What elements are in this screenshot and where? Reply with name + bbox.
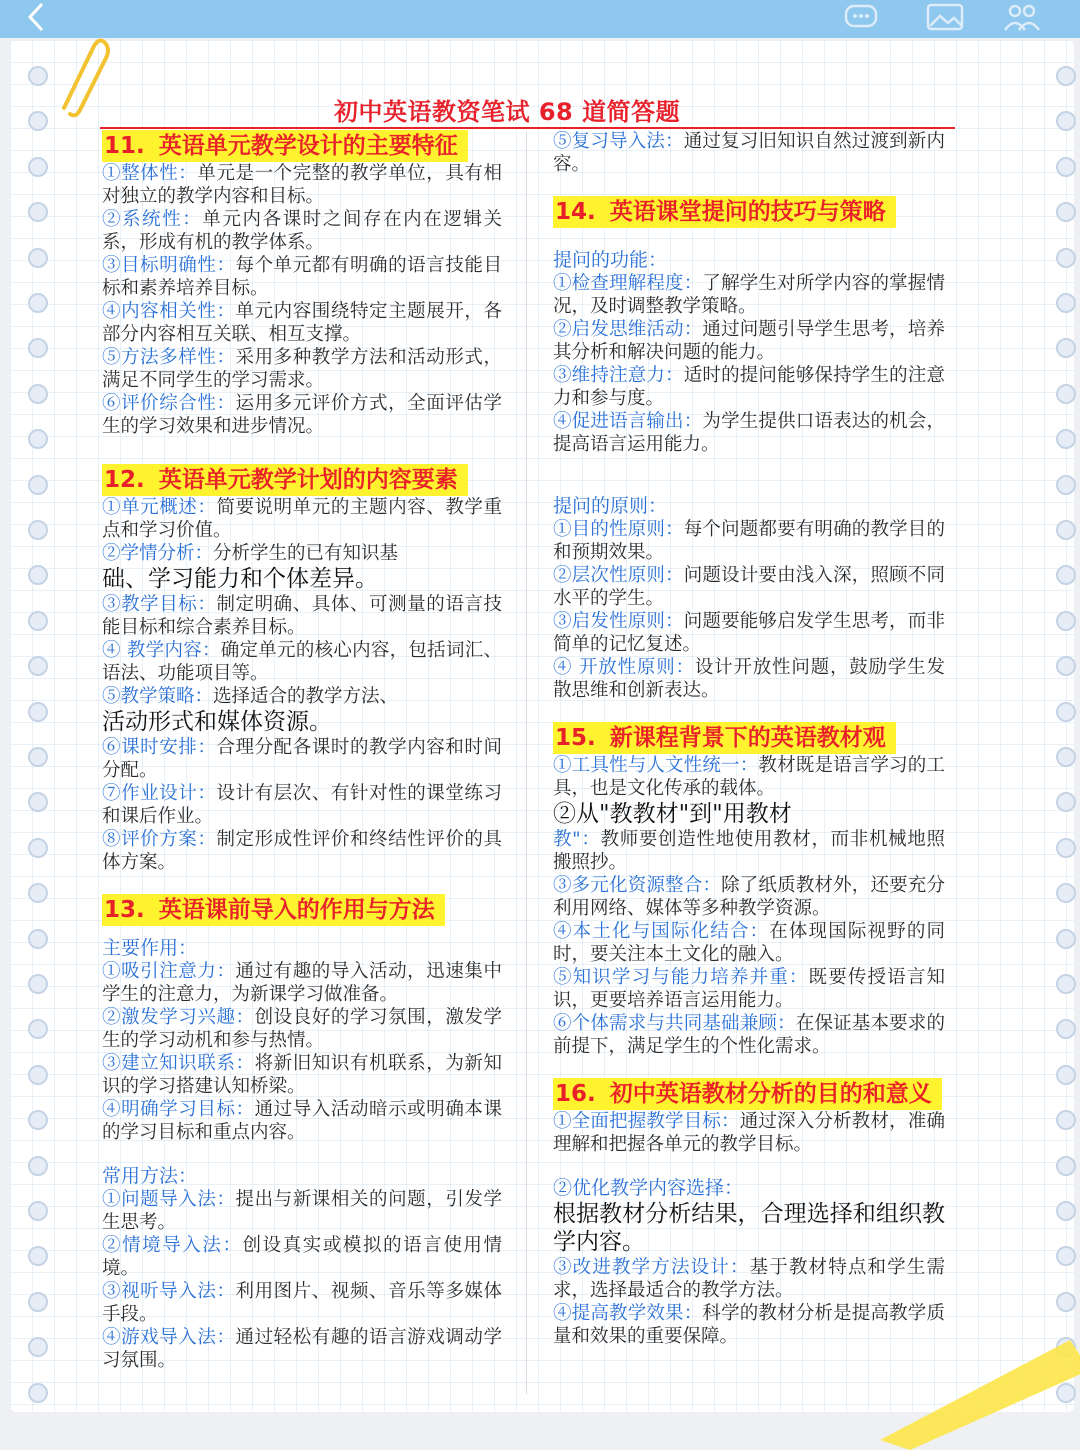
list-item [553,1110,945,1156]
item-label: ③多元化资源整合： [553,875,722,896]
comment-icon[interactable] [842,2,886,32]
section-14-principles [553,518,945,702]
item-text: 创设真实或模拟的语言使用情境。 [102,1235,502,1279]
item-text: 采用多种教学方法和活动形式，满足不同学生的学习需求。 [102,347,502,391]
binder-ring [28,157,48,177]
top-bar [0,0,1080,38]
binder-ring [28,293,48,313]
item-text: 通过有趣的导入活动，迅速集中学生的注意力，为新课学习做准备。 [102,961,502,1005]
item-label: ②激发学习兴趣： [102,1007,255,1028]
binder-ring [28,1065,48,1085]
binder-ring [1056,1156,1076,1176]
item-label: ⑦作业设计： [102,783,217,804]
list-item [102,1280,502,1326]
list-item [102,1234,502,1280]
item-text: 了解学生对所学内容的掌握情况，及时调整教学策略。 [553,273,945,317]
binder-ring [28,520,48,540]
item-label: ⑥评价综合性： [102,393,236,414]
item-label: ③视听导入法： [102,1281,236,1302]
item-text: 在保证基本要求的前提下，满足学生的个性化需求。 [553,1013,945,1057]
list-item [553,1012,945,1058]
binder-ring [28,1156,48,1176]
item-label: 教"： [553,829,601,850]
item-label: ①单元概述： [102,497,217,518]
list-item [553,874,945,920]
section-12-items [102,496,502,874]
item-label: ④ 开放性原则： [553,657,695,678]
item-label: ③目标明确性： [102,255,236,276]
section-heading-12: 12. 英语单元教学计划的内容要素 [102,464,468,496]
section-heading-13: 13. 英语课前导入的作用与方法 [102,894,445,926]
item-label: ③维持注意力： [553,365,684,386]
binder-ring [1056,1201,1076,1221]
item-text: 在体现国际视野的同时，要关注本土文化的融入。 [553,921,945,965]
item-text: 确定单元的核心内容，包括词汇、语法、功能项目等。 [102,640,502,684]
binder-ring [1056,747,1076,767]
tape-decoration [870,1340,1080,1450]
section-16-items [553,1110,945,1156]
list-item [102,782,502,828]
binder-ring [28,702,48,722]
item-text: 制定明确、具体、可测量的语言技能目标和综合素养目标。 [102,594,502,638]
binder-ring [1056,520,1076,540]
item-text: 运用多元评价方式，全面评估学生的学习效果和进步情况。 [102,393,502,437]
item-emphasis: ②从"教教材"到"用教材 [553,801,792,827]
binder-ring [1056,838,1076,858]
paperclip-icon [44,38,114,118]
section-heading-16: 16. 初中英语教材分析的目的和意义 [553,1078,942,1110]
item-emphasis: 础、学习能力和个体差异。 [102,566,378,592]
item-label: ⑤方法多样性： [102,347,236,368]
item-label: ②启发思维活动： [553,319,703,340]
binder-ring [28,1292,48,1312]
binder-ring [1056,702,1076,722]
item-text: 问题要能够启发学生思考，而非简单的记忆复述。 [553,611,945,655]
binder-ring [28,475,48,495]
list-item [102,542,502,593]
binder-ring [28,248,48,268]
list-item [102,496,502,542]
list-item [102,162,502,208]
binder-ring [28,929,48,949]
item-text: 单元内各课时之间存在内在逻辑关系，形成有机的教学体系。 [102,209,502,253]
binder-ring [1056,66,1076,86]
binder-ring [28,611,48,631]
list-item [553,754,945,800]
binder-ring [28,838,48,858]
item-label: ④促进语言输出： [553,411,703,432]
item-text: 教材既是语言学习的工具，也是文化传承的载体。 [553,755,945,799]
item-text: 制定形成性评价和终结性评价的具体方案。 [102,829,502,873]
section-11-items [102,162,502,438]
list-item [553,410,945,456]
binder-ring [1056,1065,1076,1085]
list-item [553,656,945,702]
list-item [553,272,945,318]
item-label: ①目的性原则： [553,519,684,540]
subheading-optimize-content: ②优化教学内容选择： [553,1177,744,1199]
list-item [102,254,502,300]
list-item [102,736,502,782]
list-item [102,593,502,639]
item-emphasis: 活动形式和媒体资源。 [102,709,332,735]
list-item: 根据教材分析结果，合理选择和组织教学内容。 [553,1201,945,1255]
section-13-methods [102,1188,502,1372]
item-label: ①吸引注意力： [102,961,236,982]
item-text: 利用图片、视频、音乐等多媒体手段。 [102,1281,502,1325]
item-text: 简要说明单元的主题内容、教学重点和学习价值。 [102,497,502,541]
item-text: 为学生提供口语表达的机会，提高语言运用能力。 [553,411,945,455]
binder-ring [1056,974,1076,994]
item-label: ④内容相关性： [102,301,236,322]
item-text: 既要传授语言知识，更要培养语言运用能力。 [553,967,945,1011]
list-item [102,1098,502,1144]
item-label: ①检查理解程度： [553,273,703,294]
item-label: ③建立知识联系： [102,1053,255,1074]
list-item [553,518,945,564]
title-underline [100,127,955,129]
people-icon[interactable] [1000,2,1044,32]
item-label: ②学情分析： [102,543,214,564]
item-label: ①整体性： [102,163,198,184]
item-label: ②层次性原则： [553,565,684,586]
item-label: ①问题导入法： [102,1189,236,1210]
binder-ring [1056,475,1076,495]
section-15-items [553,754,945,1058]
item-label: ⑤教学策略： [102,686,214,707]
item-label: ③改进教学方法设计： [553,1257,750,1278]
item-text: 教师要创造性地使用教材，而非机械地照搬照抄。 [553,829,945,873]
list-item [102,346,502,392]
item-text: 问题设计要由浅入深，照顾不同水平的学生。 [553,565,945,609]
list-item [102,685,502,736]
section-heading-14: 14. 英语课堂提问的技巧与策略 [553,196,896,228]
item-label: ④提高教学效果： [553,1303,703,1324]
list-item [553,318,945,364]
item-label: ③启发性原则： [553,611,684,632]
list-item [102,208,502,254]
subheading-question-principles: 提问的原则： [553,495,668,517]
item-text: 提出与新课相关的问题，引发学生思考。 [102,1189,502,1233]
item-text: 合理分配各课时的教学内容和时间分配。 [102,737,502,781]
binder-ring [28,1201,48,1221]
list-item [553,920,945,966]
list-item [553,1256,945,1302]
list-item [553,800,945,874]
item-text: 分析学生的已有知识基 [213,543,399,564]
item-text: 科学的教材分析是提高教学质量和效果的重要保障。 [553,1303,945,1347]
item-text: 通过问题引导学生思考，培养其分析和解决问题的能力。 [553,319,945,363]
binder-ring [28,974,48,994]
item-text: 将新旧知识有机联系，为新知识的学习搭建认知桥梁。 [102,1053,502,1097]
left-column [102,130,502,1372]
list-item [102,1052,502,1098]
subheading-question-functions: 提问的功能： [553,249,668,271]
list-item: ⑤复习导入法：通过复习旧知识自然过渡到新内容。 [553,131,945,175]
item-label: ⑥课时安排： [102,737,217,758]
subheading-common-methods: 常用方法： [102,1165,198,1187]
binder-ring [1056,1292,1076,1312]
section-16-items-2 [553,1256,945,1348]
column-divider [526,132,527,1394]
item-label: ①工具性与人文性统一： [553,755,759,776]
right-column [553,130,945,1348]
item-label: ⑤知识学习与能力培养并重： [553,967,809,988]
subheading-main-functions: 主要作用： [102,937,198,959]
list-item [102,960,502,1006]
item-label: ④本土化与国际化结合： [553,921,770,942]
binder-ring [1056,929,1076,949]
list-item [102,300,502,346]
item-text: 创设良好的学习氛围，激发学生的学习动机和参与热情。 [102,1007,502,1051]
item-label: ①全面把握教学目标： [553,1111,740,1132]
binder-ring [28,1383,48,1403]
item-label: ⑧评价方案： [102,829,217,850]
item-label: ④明确学习目标： [102,1099,255,1120]
list-item [553,1302,945,1348]
list-item [553,610,945,656]
list-item [102,828,502,874]
section-13-functions [102,960,502,1144]
page-title: 初中英语教资笔试 68 道简答题 [334,98,681,126]
image-icon[interactable] [924,2,968,32]
item-text: 设计开放性问题，鼓励学生发散思维和创新表达。 [553,657,945,701]
binder-ring [1056,293,1076,313]
list-item [553,364,945,410]
list-item [102,1006,502,1052]
binder-ring [28,384,48,404]
item-text: 通过导入活动暗示或明确本课的学习目标和重点内容。 [102,1099,502,1143]
section-14-functions [553,272,945,456]
list-item [102,1188,502,1234]
item-text: 每个问题都要有明确的教学目的和预期效果。 [553,519,945,563]
item-label: ②系统性： [102,209,203,230]
item-text: 选择适合的教学方法、 [213,686,399,707]
back-chevron-icon[interactable] [14,0,54,34]
list-item [553,564,945,610]
item-text: 基于教材特点和学生需求，选择最适合的教学方法。 [553,1257,945,1301]
list-item [553,966,945,1012]
binder-ring [28,747,48,767]
item-text: 适时的提问能够保持学生的注意力和参与度。 [553,365,945,409]
item-text: 单元是一个完整的教学单位，具有相对独立的教学内容和目标。 [102,163,502,207]
binder-ring [1056,157,1076,177]
item-label: ②情境导入法： [102,1235,243,1256]
list-item [102,1326,502,1372]
item-text: 设计有层次、有针对性的课堂练习和课后作业。 [102,783,502,827]
item-text: 除了纸质教材外，还要充分利用网络、媒体等多种教学资源。 [553,875,945,919]
item-text: 每个单元都有明确的语言技能目标和素养培养目标。 [102,255,502,299]
binder-ring [1056,384,1076,404]
binder-ring [1056,611,1076,631]
list-item [102,392,502,438]
item-label: ⑥个体需求与共同基础兼顾： [553,1013,796,1034]
item-text: 单元内容围绕特定主题展开，各部分内容相互关联、相互支撑。 [102,301,502,345]
item-text: 通过轻松有趣的语言游戏调动学习氛围。 [102,1327,502,1371]
section-heading-15: 15. 新课程背景下的英语教材观 [553,722,896,754]
item-label: ④ 教学内容： [102,640,221,661]
item-label: ③教学目标： [102,594,217,615]
binder-ring [1056,248,1076,268]
section-heading-11: 11. 英语单元教学设计的主要特征 [102,130,468,162]
item-label: ④游戏导入法： [102,1327,236,1348]
item-text: 通过深入分析教材，准确理解和把握各单元的教学目标。 [553,1111,945,1155]
list-item [102,639,502,685]
